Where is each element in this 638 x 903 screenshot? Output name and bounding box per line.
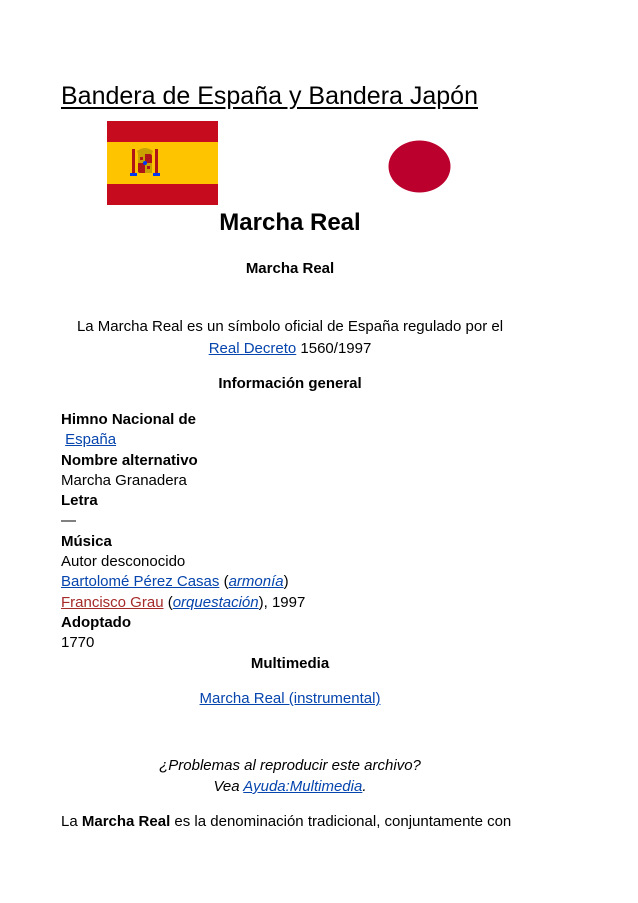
sub-heading: Marcha Real (245, 260, 335, 277)
japan-flag (388, 140, 451, 193)
info-box (61, 410, 305, 654)
real-decreto-link[interactable]: Real Decreto (208, 340, 297, 357)
audio-line (0, 690, 580, 707)
armonia-link[interactable]: armonía (228, 573, 284, 591)
spain-flag-bottom-stripe (107, 184, 218, 205)
orquestacion-link[interactable]: orquestación (172, 593, 259, 611)
espana-link[interactable]: España (65, 431, 117, 449)
perez-casas-link[interactable]: Bartolomé Pérez Casas (61, 573, 220, 591)
spain-flag-middle-stripe (107, 142, 218, 184)
adoptado-label: Adoptado (61, 613, 131, 631)
marcha-real-bold: Marcha Real (81, 813, 171, 830)
letra-label: Letra (61, 492, 98, 510)
composer-1: Bartolomé Pérez Casas (armonía) (61, 573, 289, 591)
alt-name-value: Marcha Granadera (61, 471, 187, 489)
spain-flag-top-stripe (107, 121, 218, 142)
audio-link[interactable]: Marcha Real (instrumental) (199, 690, 381, 707)
francisco-grau-link[interactable]: Francisco Grau (61, 593, 164, 611)
musica-value: Autor desconocido (61, 553, 186, 571)
main-heading: Marcha Real (219, 209, 361, 236)
decree-number: 1560/1997 (296, 340, 372, 357)
intro-decree-line (0, 340, 580, 357)
composer-2: Francisco Grau (orquestación), 1997 (61, 593, 306, 611)
multimedia-heading: Multimedia (250, 655, 330, 672)
help-line: Vea Ayuda:Multimedia. (213, 778, 367, 795)
adoptado-value: 1770 (61, 634, 95, 652)
ayuda-multimedia-link[interactable]: Ayuda:Multimedia (243, 778, 363, 795)
intro-text: La Marcha Real es un símbolo oficial de España regulado por el (76, 318, 504, 335)
japan-flag-sun (389, 141, 451, 193)
musica-label: Música (61, 532, 112, 550)
page-title: Bandera de España y Bandera Japón (61, 82, 478, 110)
himno-label: Himno Nacional de (61, 411, 197, 428)
letra-value: — (61, 512, 76, 530)
problems-text: ¿Problemas al reproducir este archivo? (159, 757, 421, 774)
alt-name-label: Nombre alternativo (61, 451, 198, 469)
info-heading: Información general (218, 375, 362, 392)
spain-flag (107, 121, 218, 205)
coat-of-arms-icon (130, 148, 160, 176)
body-paragraph: La Marcha Real es la denominación tradicional, conjuntamente con (61, 813, 512, 830)
himno-value (61, 430, 305, 450)
